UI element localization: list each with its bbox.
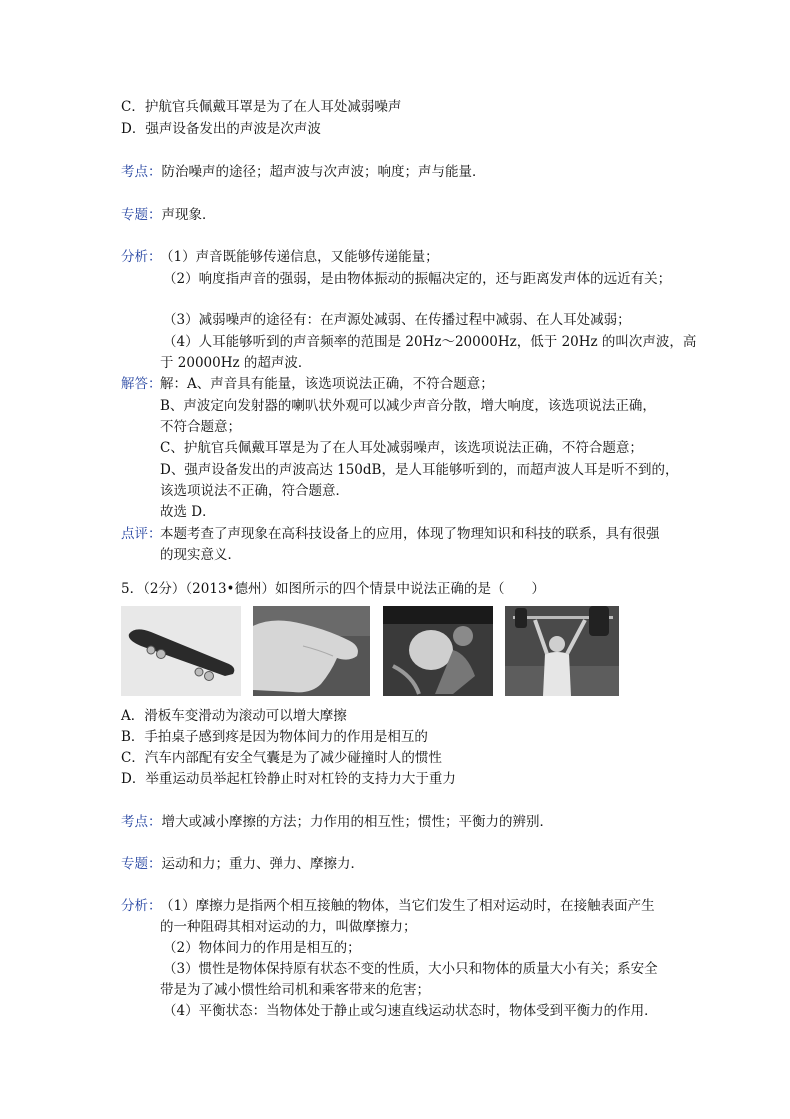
kaodian-label: 考点：: [121, 164, 162, 180]
kaodian-row: [121, 161, 486, 183]
fenxi-line: （1）声音既能够传递信息，又能够传递能量；: [160, 249, 439, 265]
fenxi-line: （4）平衡状态：当物体处于静止或匀速直线运动状态时，物体受到平衡力的作用．: [163, 1003, 658, 1019]
jieda-line: C、护航官兵佩戴耳罩是为了在人耳处减弱噪声，该选项说法正确，不符合题意；: [160, 440, 643, 456]
zhuanti-text: 声现象．: [161, 207, 216, 223]
question-5-stem: 5．（2分）（2013•德州）如图所示的四个情景中说法正确的是（ ）: [121, 581, 545, 597]
skateboard-photo: [121, 606, 241, 696]
option-d: D．举重运动员举起杠铃静止时对杠铃的支持力大于重力: [121, 771, 456, 787]
kaodian-text: 增大或减小摩擦的方法；力作用的相互性；惯性；平衡力的辨别．: [161, 814, 553, 830]
fenxi-line: （2）物体间力的作用是相互的；: [163, 940, 361, 956]
hand-on-table-photo: [253, 606, 370, 696]
car-airbag-photo: [383, 606, 493, 696]
zhuanti-label: 专题：: [121, 856, 162, 872]
jieda-line: 故选 D．: [160, 504, 216, 520]
fenxi-label: 分析：: [121, 898, 162, 914]
dianping-line: 本题考查了声现象在高科技设备上的应用，体现了物理知识和科技的联系，具有很强: [160, 526, 660, 542]
option-d: D．强声设备发出的声波是次声波: [121, 121, 321, 137]
zhuanti-row: [121, 853, 364, 875]
dianping-label: 点评：: [121, 526, 162, 542]
option-b: B．手拍桌子感到疼是因为物体间力的作用是相互的: [121, 729, 428, 745]
option-c: C．汽车内部配有安全气囊是为了减少碰撞时人的惯性: [121, 750, 442, 766]
kaodian-row: [121, 811, 553, 833]
fenxi-line: （3）减弱噪声的途径有：在声源处减弱、在传播过程中减弱、在人耳处减弱；: [163, 312, 631, 328]
fenxi-line: 于 20000Hz 的超声波．: [160, 355, 312, 371]
jieda-line: 解：A、声音具有能量，该选项说法正确，不符合题意；: [160, 376, 494, 392]
jieda-line: 该选项说法不正确，符合题意．: [160, 483, 349, 499]
fenxi-line: （2）响度指声音的强弱，是由物体振动的振幅决定的，还与距离发声体的远近有关；: [163, 271, 672, 287]
zhuanti-text: 运动和力；重力、弹力、摩擦力．: [161, 856, 364, 872]
option-c: C．护航官兵佩戴耳罩是为了在人耳处减弱噪声: [121, 99, 402, 115]
fenxi-line: （3）惯性是物体保持原有状态不变的性质，大小只和物体的质量大小有关；系安全: [163, 961, 658, 977]
kaodian-label: 考点：: [121, 814, 162, 830]
fenxi-line: 带是为了减小惯性给司机和乘客带来的危害；: [160, 982, 430, 998]
jieda-line: 不符合题意；: [160, 419, 241, 435]
dianping-line: 的现实意义．: [160, 547, 241, 563]
fenxi-line: 的一种阻碍其相对运动的力，叫做摩擦力；: [160, 919, 417, 935]
jieda-line: B、声波定向发射器的喇叭状外观可以减少声音分散，增大响度，该选项说法正确，: [160, 398, 656, 414]
jieda-line: D、强声设备发出的声波高达 150dB，是人耳能够听到的，而超声波人耳是听不到的，: [160, 462, 679, 478]
zhuanti-label: 专题：: [121, 207, 162, 223]
weightlifter-photo: [505, 606, 619, 696]
zhuanti-row: [121, 204, 216, 226]
option-a: A．滑板车变滑动为滚动可以增大摩擦: [121, 708, 347, 724]
jieda-label: 解答：: [121, 376, 162, 392]
fenxi-line: （4）人耳能够听到的声音频率的范围是 20Hz～20000Hz，低于 20Hz 的叫次声波，高: [163, 334, 697, 350]
fenxi-label: 分析：: [121, 249, 162, 265]
fenxi-line: （1）摩擦力是指两个相互接触的物体，当它们发生了相对运动时，在接触表面产生: [160, 898, 655, 914]
kaodian-text: 防治噪声的途径；超声波与次声波；响度；声与能量．: [161, 164, 486, 180]
